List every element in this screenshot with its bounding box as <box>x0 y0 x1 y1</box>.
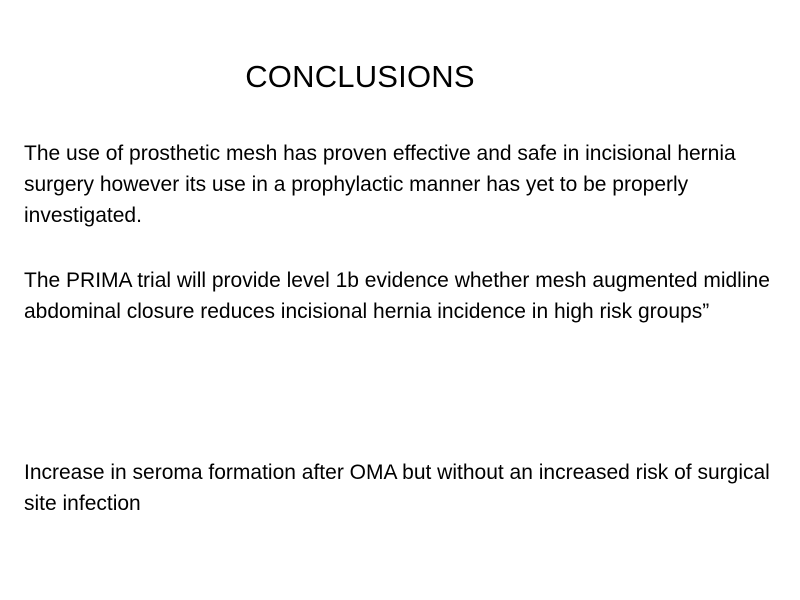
slide-title: CONCLUSIONS <box>245 59 475 94</box>
conclusion-paragraph-prima-trial: The PRIMA trial will provide level 1b evidence whether mesh augmented midline abdominal closure reduces incisional hernia incidence in high risk groups” <box>24 269 770 323</box>
conclusion-paragraph-mesh-safety: The use of prosthetic mesh has proven effective and safe in incisional hernia surgery however its use in a prophylactic manner has yet to be properly investigated. <box>24 142 736 227</box>
conclusion-paragraph-seroma: Increase in seroma formation after OMA but without an increased risk of surgical site infection <box>24 461 770 515</box>
